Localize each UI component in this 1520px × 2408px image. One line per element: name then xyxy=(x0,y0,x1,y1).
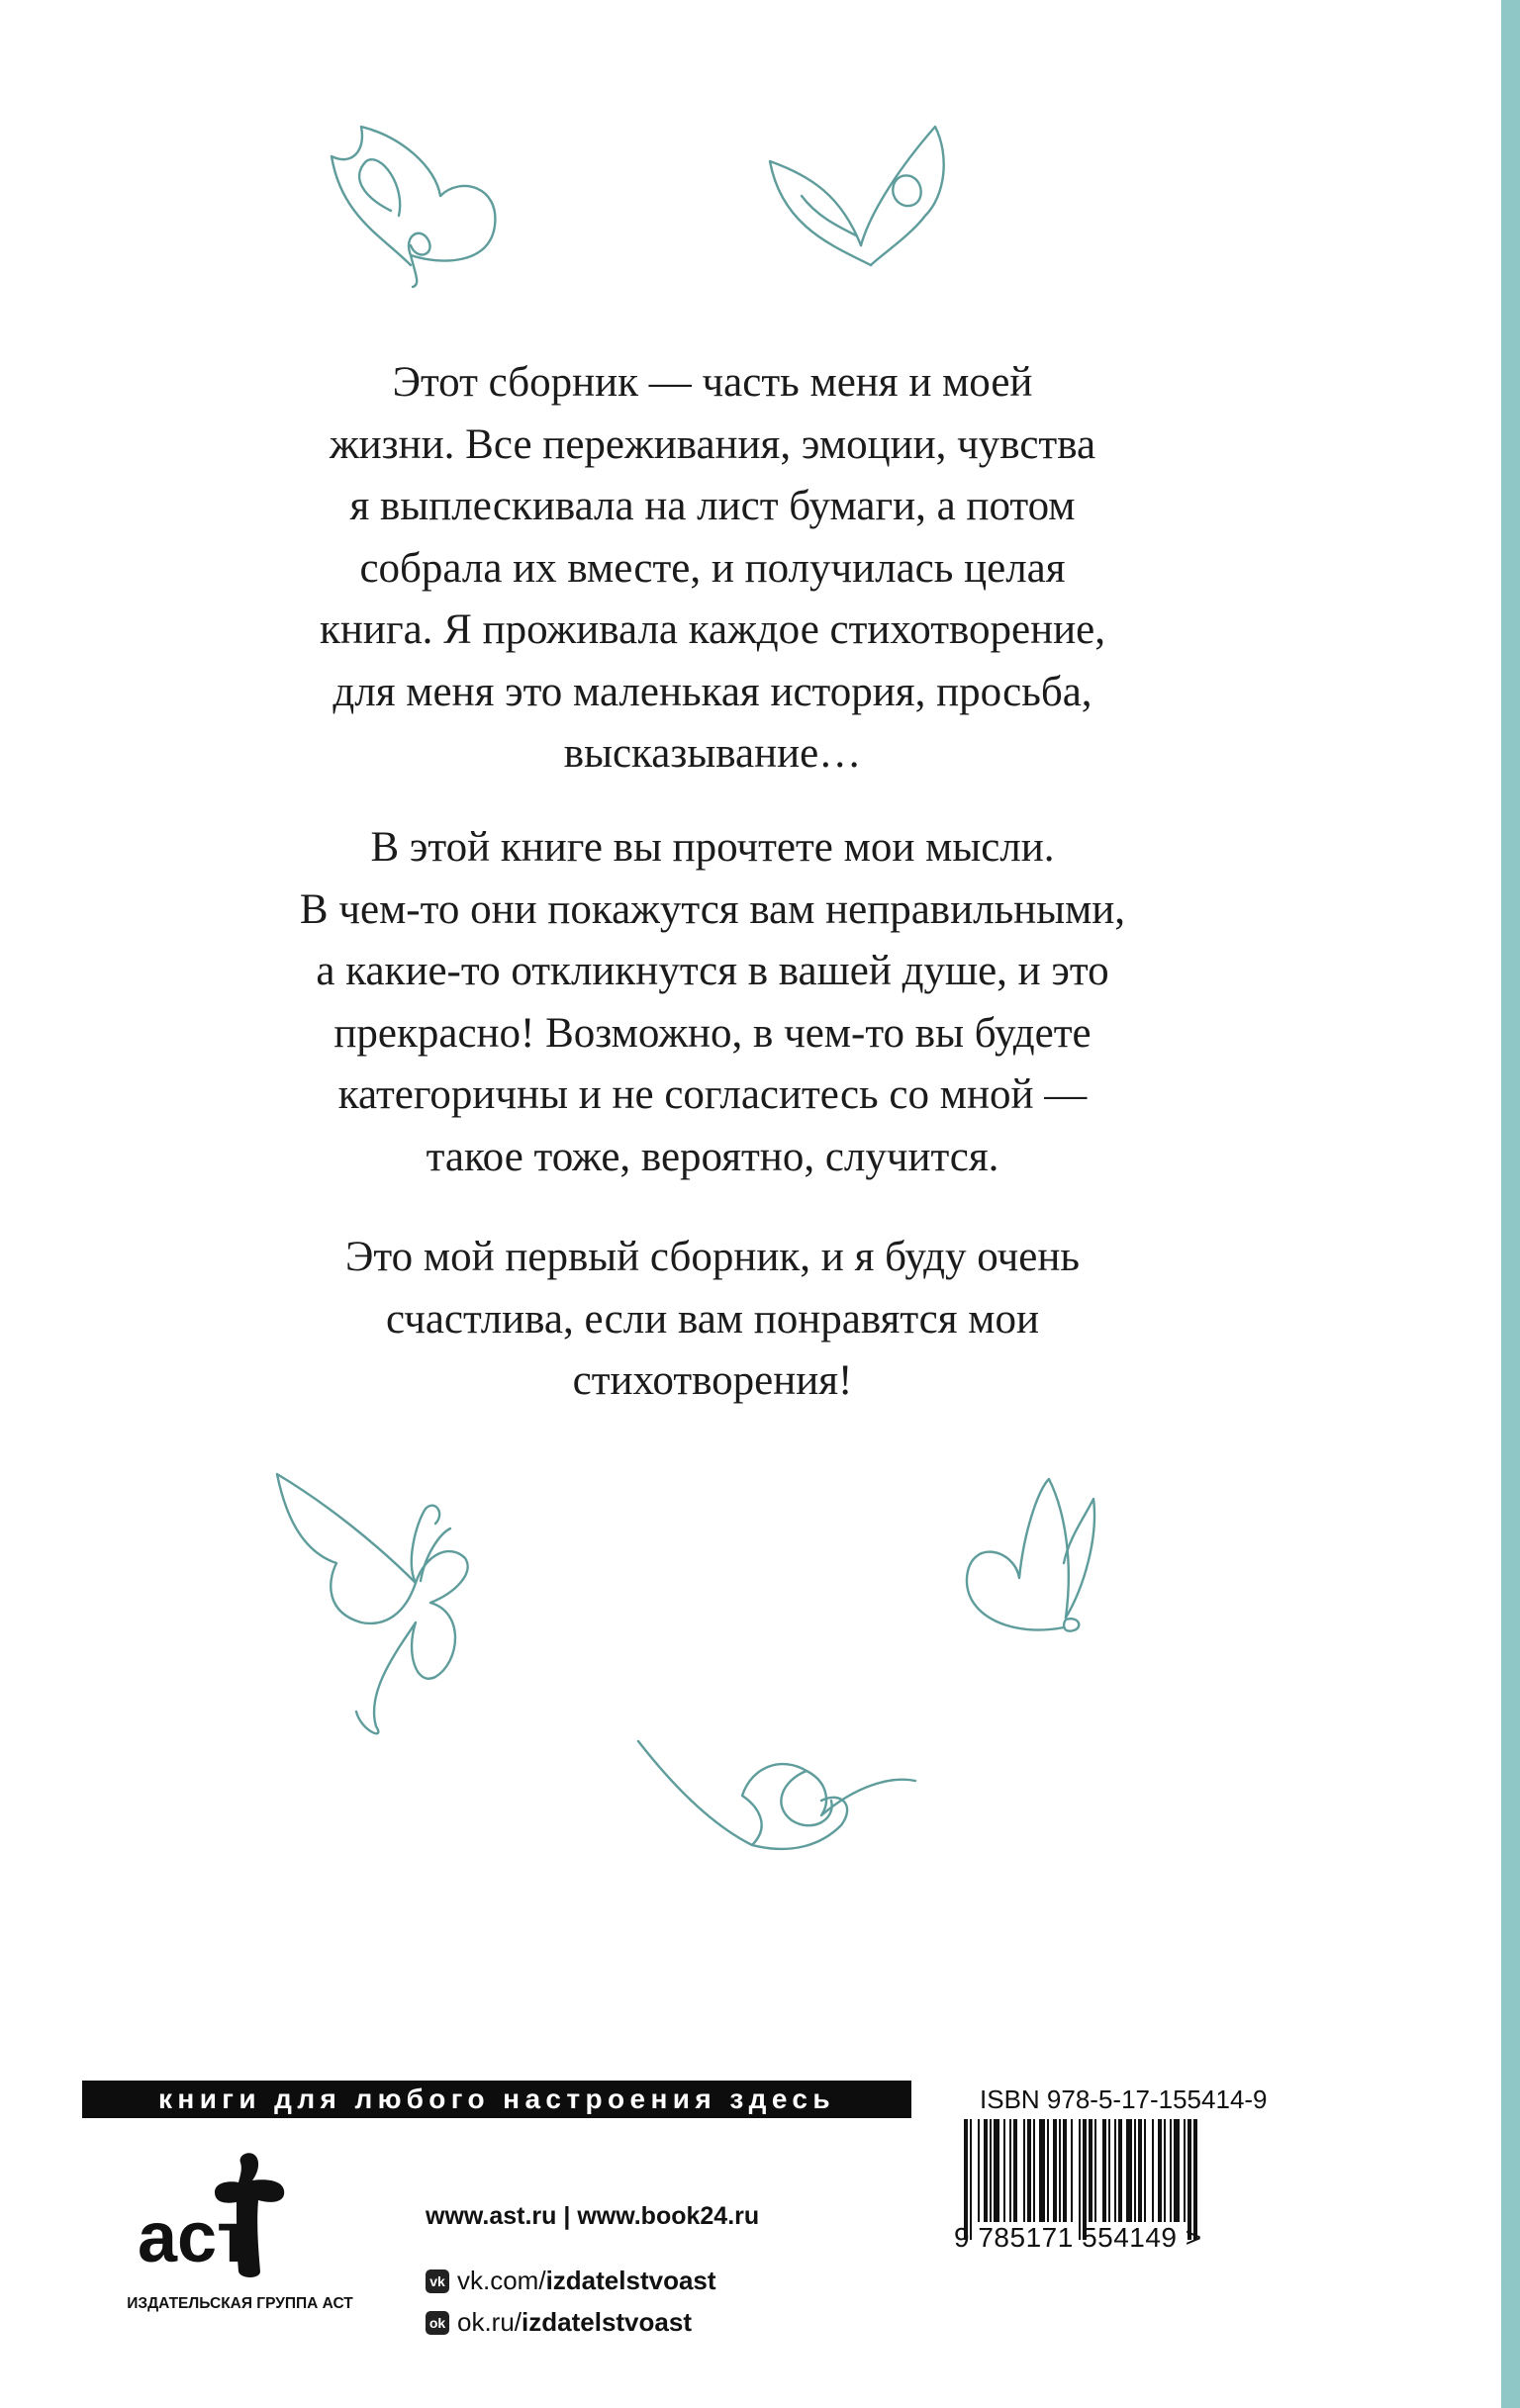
barcode-bar xyxy=(1009,2119,1011,2222)
barcode-bar xyxy=(1108,2119,1110,2222)
barcode-bar xyxy=(994,2119,999,2222)
ok-link-prefix: ok.ru/ xyxy=(457,2307,522,2337)
publisher-name: ИЗДАТЕЛЬСКАЯ ГРУППА АСТ xyxy=(127,2295,353,2312)
description-line: В чем-то они покажутся вам неправильными, xyxy=(299,885,1126,933)
description-line: жизни. Все переживания, эмоции, чувства xyxy=(329,420,1096,468)
description-line: собрала их вместе, и получилась целая xyxy=(359,544,1066,592)
barcode-bar xyxy=(1059,2119,1061,2222)
barcode-bar xyxy=(1170,2119,1172,2222)
description-line: а какие-то откликнутся в вашей душе, и это xyxy=(316,948,1109,994)
barcode-bar xyxy=(1094,2119,1096,2222)
description-line: такое тоже, вероятно, случится. xyxy=(426,1133,999,1180)
description-line: книга. Я проживала каждое стихотворение, xyxy=(320,606,1105,653)
butterfly-icon xyxy=(955,1469,1113,1647)
contact-links xyxy=(426,2202,760,2337)
barcode-bar xyxy=(1089,2119,1092,2222)
description-paragraph-2 xyxy=(198,817,1227,1188)
description-line: В этой книге вы прочтете мои мысли. xyxy=(370,824,1055,871)
barcode-bar xyxy=(1071,2119,1073,2222)
barcode-bar xyxy=(1184,2119,1186,2222)
ast-logo xyxy=(134,2145,302,2283)
description-line: Это мой первый сборник, и я буду очень xyxy=(345,1234,1080,1280)
butterfly-icon xyxy=(762,117,965,270)
barcode-bar xyxy=(1033,2119,1035,2222)
logo-text: аст xyxy=(138,2198,252,2277)
barcode-bar xyxy=(1102,2119,1106,2222)
description-line: счастлива, если вам понравятся мои xyxy=(385,1295,1040,1343)
spine-accent-strip xyxy=(1501,0,1520,2408)
description-line: прекрасно! Возможно, в чем-то вы будете xyxy=(333,1009,1092,1057)
vk-link[interactable] xyxy=(426,2266,716,2296)
barcode-bar xyxy=(1174,2119,1180,2222)
ok-link[interactable] xyxy=(426,2307,692,2338)
vk-link-handle: izdatelstvoast xyxy=(545,2266,716,2295)
barcode-bar xyxy=(1039,2119,1045,2222)
ok-link-handle: izdatelstvoast xyxy=(522,2307,692,2337)
barcode-bar xyxy=(990,2119,992,2222)
website-links[interactable]: www.ast.ru | www.book24.ru xyxy=(426,2202,760,2230)
barcode-bar xyxy=(1063,2119,1067,2222)
barcode-bar xyxy=(978,2119,980,2222)
barcode-bar xyxy=(1164,2119,1166,2222)
barcode-bar xyxy=(1013,2119,1017,2222)
butterfly-icon xyxy=(322,117,500,290)
barcode-bar xyxy=(1118,2119,1122,2222)
barcode-bar xyxy=(1047,2119,1049,2222)
barcode-bar xyxy=(1003,2119,1005,2222)
isbn-label: ISBN 978-5-17-155414-9 xyxy=(980,2084,1268,2114)
barcode-bar xyxy=(1158,2119,1162,2222)
butterfly-icon xyxy=(633,1726,920,1865)
barcode-bar xyxy=(1138,2119,1142,2222)
barcode-digits: 9 785171 554149 > xyxy=(954,2222,1202,2253)
tagline-banner: книги для любого настроения здесь xyxy=(82,2081,911,2118)
description-line: стихотворения! xyxy=(572,1357,853,1404)
description-line: высказывание… xyxy=(563,730,862,777)
description-line: Этот сборник — часть меня и моей xyxy=(392,359,1033,406)
description-line: я выплескивала на лист бумаги, а потом xyxy=(349,483,1076,529)
barcode-bar xyxy=(1134,2119,1136,2222)
description-paragraph-1 xyxy=(198,352,1227,786)
barcode-bar xyxy=(1114,2119,1116,2222)
barcode-bar xyxy=(1144,2119,1146,2222)
vk-link-prefix: vk.com/ xyxy=(457,2266,546,2295)
barcode-bar xyxy=(1152,2119,1154,2222)
odnoklassniki-icon: ok xyxy=(426,2311,449,2335)
barcode-bar xyxy=(1023,2119,1025,2222)
butterfly-icon xyxy=(267,1464,475,1741)
barcode-bar xyxy=(984,2119,988,2222)
description-line: для меня это маленькая история, просьба, xyxy=(332,668,1092,715)
vk-icon: vk xyxy=(426,2269,449,2293)
barcode-bar xyxy=(1126,2119,1132,2222)
barcode-bar xyxy=(1027,2119,1031,2222)
barcode-bar xyxy=(1053,2119,1057,2222)
description-line: категоричны и не согласитесь со мной — xyxy=(337,1071,1088,1118)
description-paragraph-3 xyxy=(198,1227,1227,1413)
